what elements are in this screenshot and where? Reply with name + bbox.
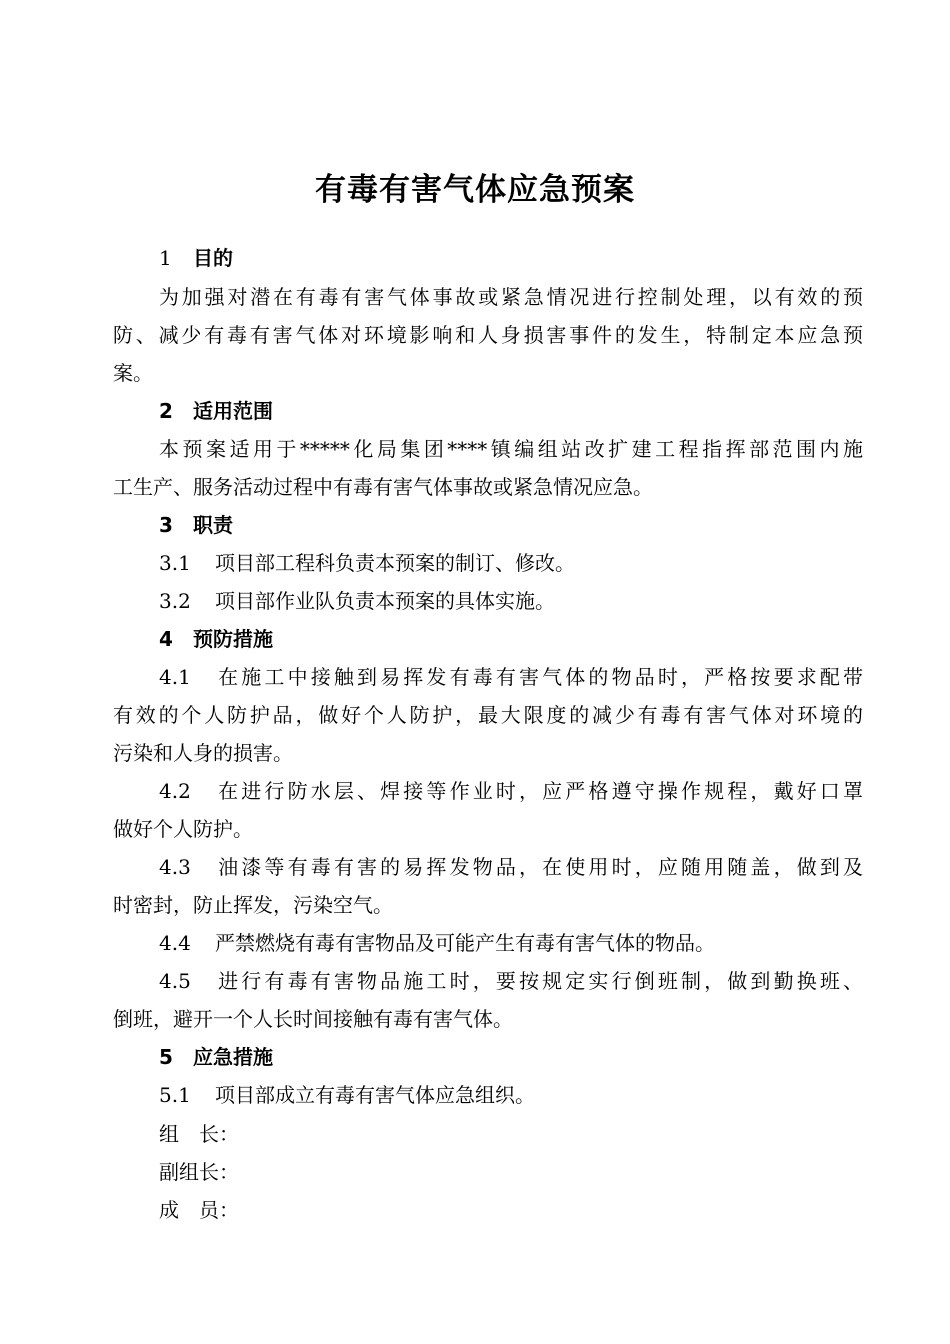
list-item	[159, 930, 909, 956]
section-1-heading	[159, 245, 909, 271]
item-number: 4.3	[159, 855, 191, 879]
paragraph-line: 为加强对潜在有毒有害气体事故或紧急情况进行控制处理，以有效的预	[159, 285, 863, 309]
section-title: 职责	[193, 513, 233, 537]
paragraph-line: 有效的个人防护品，做好个人防护，最大限度的减少有毒有害气体对环境的	[113, 703, 863, 727]
section-3-heading	[159, 512, 909, 538]
section-number: 4	[159, 627, 173, 651]
section-number: 2	[159, 399, 173, 423]
list-item	[159, 588, 909, 614]
item-text: 项目部作业队负责本预案的具体实施。	[215, 589, 555, 613]
list-item	[159, 778, 863, 804]
section-4-heading	[159, 626, 909, 652]
section-title: 适用范围	[193, 399, 273, 423]
paragraph-line: 做好个人防护。	[113, 817, 253, 841]
deputy-leader-field-label: 副组长：	[159, 1160, 239, 1184]
item-text: 在进行防水层、焊接等作业时，应严格遵守操作规程，戴好口罩	[215, 779, 863, 803]
paragraph-line: 案。	[113, 361, 153, 385]
section-title: 目的	[193, 246, 233, 270]
item-number: 3.2	[159, 589, 191, 613]
paragraph-line: 时密封，防止挥发，污染空气。	[113, 893, 393, 917]
section-title: 预防措施	[193, 627, 273, 651]
item-text: 严禁燃烧有毒有害物品及可能产生有毒有害气体的物品。	[215, 931, 715, 955]
list-item	[159, 854, 863, 880]
item-text: 进行有毒有害物品施工时，要按规定实行倒班制，做到勤换班、	[215, 969, 863, 993]
paragraph-line: 工生产、服务活动过程中有毒有害气体事故或紧急情况应急。	[113, 475, 653, 499]
item-text: 项目部工程科负责本预案的制订、修改。	[215, 551, 575, 575]
section-2-heading	[159, 398, 909, 424]
section-number: 1	[159, 246, 172, 270]
item-number: 4.4	[159, 931, 191, 955]
section-5-heading	[159, 1044, 909, 1070]
item-number: 3.1	[159, 551, 191, 575]
leader-field-label: 组 长：	[159, 1122, 239, 1146]
members-field-label: 成 员：	[159, 1198, 239, 1222]
item-text: 油漆等有毒有害的易挥发物品，在使用时，应随用随盖，做到及	[215, 855, 863, 879]
paragraph-line: 本预案适用于*****化局集团****镇编组站改扩建工程指挥部范围内施	[159, 437, 863, 461]
paragraph-line: 污染和人身的损害。	[113, 741, 293, 765]
list-item	[159, 550, 909, 576]
section-number: 5	[159, 1045, 173, 1069]
item-text: 在施工中接触到易挥发有毒有害气体的物品时，严格按要求配带	[215, 665, 863, 689]
list-item	[159, 664, 863, 690]
list-item	[159, 1082, 909, 1108]
item-number: 5.1	[159, 1083, 191, 1107]
item-number: 4.2	[159, 779, 191, 803]
list-item	[159, 968, 863, 994]
item-text: 项目部成立有毒有害气体应急组织。	[215, 1083, 535, 1107]
paragraph-line: 倒班，避开一个人长时间接触有毒有害气体。	[113, 1007, 513, 1031]
document-title: 有毒有害气体应急预案	[315, 172, 635, 208]
section-number: 3	[159, 513, 173, 537]
item-number: 4.5	[159, 969, 191, 993]
item-number: 4.1	[159, 665, 191, 689]
section-title: 应急措施	[193, 1045, 273, 1069]
paragraph-line: 防、减少有毒有害气体对环境影响和人身损害事件的发生，特制定本应急预	[113, 323, 863, 347]
